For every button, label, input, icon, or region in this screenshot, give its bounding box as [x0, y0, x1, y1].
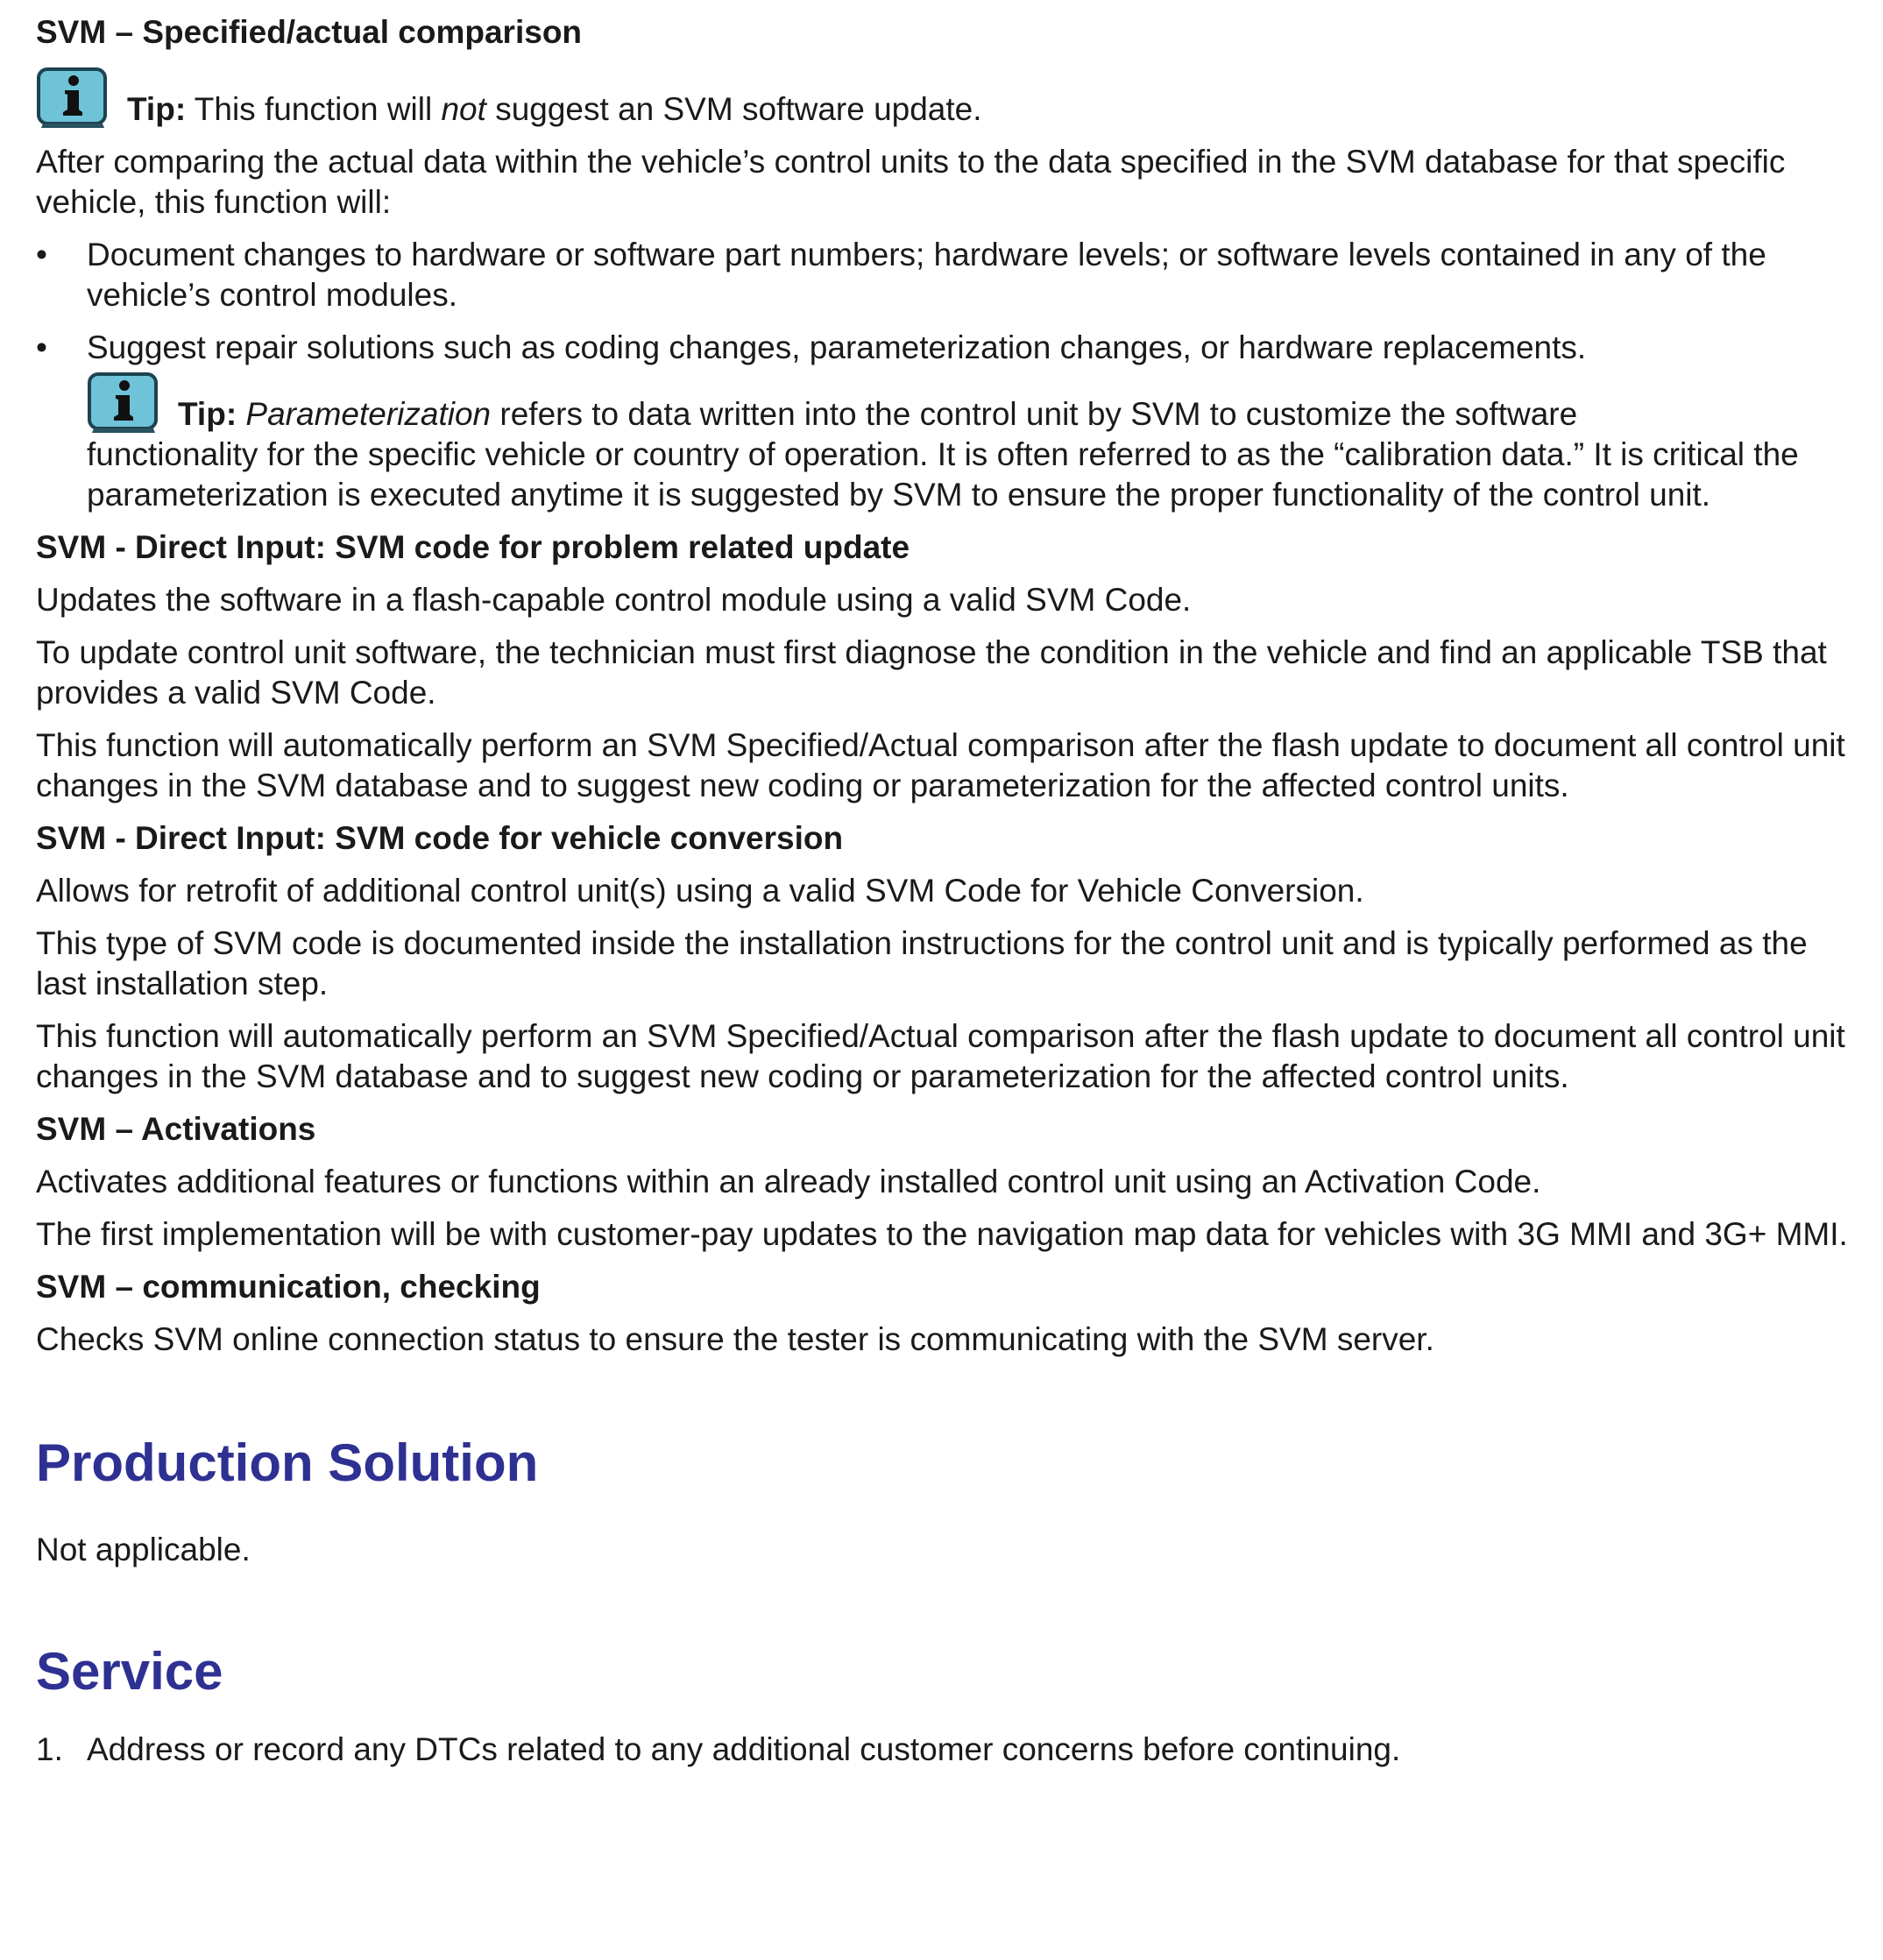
heading-direct-input-conversion: SVM - Direct Input: SVM code for vehicle conversion [36, 820, 844, 856]
tip-box-1 [36, 67, 1848, 130]
paragraph: This type of SVM code is documented inside the installation instructions for the control unit and is typically performed as the last installation step. [36, 925, 1808, 1001]
tip-emphasis: Parameterization [245, 396, 492, 432]
list-item [36, 235, 1848, 315]
list-item [36, 328, 1848, 368]
paragraph: To update control unit software, the technician must first diagnose the condition in the vehicle and find an applicable TSB that provides a valid SVM Code. [36, 634, 1827, 711]
info-icon [36, 67, 108, 130]
step-number: 1. [36, 1731, 63, 1767]
heading-production-solution: Production Solution [36, 1433, 539, 1492]
tip-label: Tip: [127, 91, 187, 127]
paragraph: Allows for retrofit of additional control unit(s) using a valid SVM Code for Vehicle Conversion. [36, 873, 1364, 909]
tip-text-part: This function will [194, 91, 442, 127]
tip-text-part: suggest an SVM software update. [485, 91, 982, 127]
bullet-marker: • [36, 329, 47, 365]
paragraph: Activates additional features or functions within an already installed control unit using an Activation Code. [36, 1164, 1541, 1199]
tip-emphasis: not [441, 91, 486, 127]
tip-text-continued: functionality for the specific vehicle or country of operation. It is often referred to as the “calibration data.” It is critical the parameterization is executed anytime it is suggested by SVM to ensure the proper functionality of the control unit. [87, 436, 1799, 513]
tip-label: Tip: [178, 396, 237, 432]
heading-direct-input-problem: SVM - Direct Input: SVM code for problem related update [36, 529, 910, 565]
list-item-text: Suggest repair solutions such as coding changes, parameterization changes, or hardware replacements. [87, 329, 1587, 365]
paragraph: Checks SVM online connection status to ensure the tester is communicating with the SVM server. [36, 1321, 1434, 1357]
list-item [36, 1730, 1848, 1770]
step-text: Address or record any DTCs related to any additional customer concerns before continuing. [87, 1731, 1401, 1767]
paragraph: This function will automatically perform an SVM Specified/Actual comparison after the flash update to document all control unit changes in the SVM database and to suggest new coding or parameterization for the affected control units. [36, 727, 1845, 803]
heading-activations: SVM – Activations [36, 1111, 316, 1147]
paragraph: The first implementation will be with customer-pay updates to the navigation map data for vehicles with 3G MMI and 3G+ MMI. [36, 1216, 1848, 1252]
tip-text-2 [178, 394, 1577, 435]
tip-text-1 [127, 89, 982, 130]
tip-text-part: refers to data written into the control unit by SVM to customize the software [491, 396, 1578, 432]
heading-communication-checking: SVM – communication, checking [36, 1269, 541, 1305]
heading-service: Service [36, 1642, 223, 1701]
paragraph: Not applicable. [36, 1532, 251, 1567]
paragraph: After comparing the actual data within the vehicle’s control units to the data specified in the SVM database for that specific vehicle, this function will: [36, 144, 1786, 220]
info-icon [87, 371, 159, 435]
bullet-marker: • [36, 237, 47, 272]
paragraph: Updates the software in a flash-capable control module using a valid SVM Code. [36, 582, 1192, 618]
heading-svm-specified-actual: SVM – Specified/actual comparison [36, 14, 583, 50]
paragraph: This function will automatically perform an SVM Specified/Actual comparison after the flash update to document all control unit changes in the SVM database and to suggest new coding or parameterization for the affected control units. [36, 1018, 1845, 1094]
tip-box-2 [36, 371, 1848, 515]
list-item-text: Document changes to hardware or software part numbers; hardware levels; or software levels contained in any of the vehicle’s control modules. [87, 237, 1766, 313]
